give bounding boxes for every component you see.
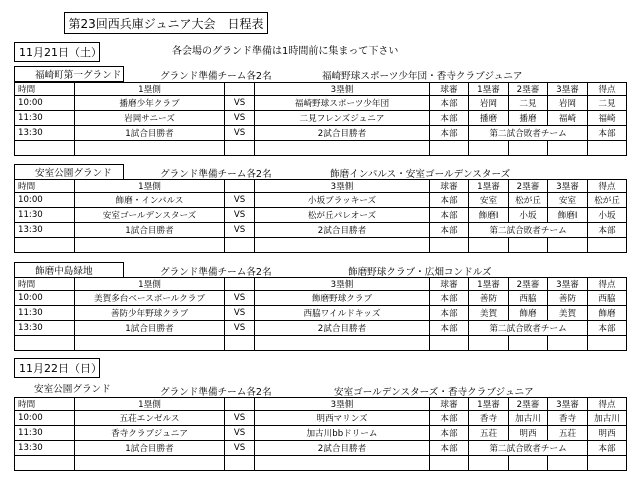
- vs-cell: VS: [225, 426, 255, 441]
- first-team-cell: 五荘エンゼルス: [75, 411, 225, 426]
- header-plate: 球審: [430, 180, 469, 193]
- u2-cell: 西脇: [509, 291, 548, 306]
- table-row: [15, 441, 627, 456]
- score-cell: 加古川: [588, 411, 627, 426]
- header-first: 1塁側: [75, 278, 225, 291]
- header-plate: 球審: [430, 83, 469, 96]
- u1-cell: 美賀: [469, 306, 509, 321]
- score-cell: 明西: [588, 426, 627, 441]
- vs-cell: VS: [225, 126, 255, 141]
- third-team-cell: 二見フレンズジュニア: [255, 111, 430, 126]
- u2-cell: 加古川: [509, 411, 548, 426]
- header-time: 時間: [15, 180, 75, 193]
- first-team-cell: 美賀多台ベースボールクラブ: [75, 291, 225, 306]
- score-cell: 本部: [588, 321, 627, 336]
- prep-label: グランド準備チーム各2名: [160, 71, 272, 82]
- loser-team-cell: 第二試合敗者チーム: [469, 223, 588, 238]
- time-cell: 11:30: [15, 208, 75, 223]
- time-cell: 10:00: [15, 291, 75, 306]
- loser-team-cell: 第二試合敗者チーム: [469, 321, 588, 336]
- header-u3: 3塁審: [548, 83, 588, 96]
- table-row: [15, 111, 627, 126]
- table-header-row: [15, 398, 627, 411]
- header-vs: [225, 398, 255, 411]
- time-cell: 11:30: [15, 111, 75, 126]
- vs-cell: VS: [225, 111, 255, 126]
- third-team-cell: 加古川bbドリーム: [255, 426, 430, 441]
- header-score: 得点: [588, 278, 627, 291]
- schedule-table-venue-2: [14, 179, 627, 253]
- header-score: 得点: [588, 180, 627, 193]
- blank-row: [15, 456, 627, 471]
- venue-name: 福崎町第一グランド: [14, 66, 124, 82]
- date-label-day2: 11月22日（日）: [14, 358, 100, 378]
- first-team-cell: 安室ゴールデンスターズ: [75, 208, 225, 223]
- header-u2: 2塁審: [509, 278, 548, 291]
- header-plate: 球審: [430, 278, 469, 291]
- prep-label: グランド準備チーム各2名: [160, 169, 272, 180]
- table-header-row: [15, 278, 627, 291]
- header-u3: 3塁審: [548, 278, 588, 291]
- table-header-row: [15, 83, 627, 96]
- third-team-cell: 松が丘パレオーズ: [255, 208, 430, 223]
- vs-cell: VS: [225, 96, 255, 111]
- score-cell: 福崎: [588, 111, 627, 126]
- u1-cell: 五荘: [469, 426, 509, 441]
- first-team-cell: 飾磨・インパルス: [75, 193, 225, 208]
- header-u2: 2塁審: [509, 83, 548, 96]
- table-row: [15, 208, 627, 223]
- table-row: [15, 96, 627, 111]
- plate-cell: 本部: [430, 126, 469, 141]
- header-u2: 2塁審: [509, 180, 548, 193]
- u3-cell: 五荘: [548, 426, 588, 441]
- table-row: [15, 223, 627, 238]
- prep-label: グランド準備チーム各2名: [160, 267, 272, 278]
- first-team-cell: 香寺クラブジュニア: [75, 426, 225, 441]
- header-plate: 球審: [430, 398, 469, 411]
- u1-cell: 飾磨I: [469, 208, 509, 223]
- blank-row: [15, 336, 627, 351]
- header-u1: 1塁審: [469, 180, 509, 193]
- header-u3: 3塁審: [548, 180, 588, 193]
- header-third: 3塁側: [255, 180, 430, 193]
- time-cell: 13:30: [15, 223, 75, 238]
- first-team-cell: 1試合目勝者: [75, 126, 225, 141]
- prep-teams: 飾磨インパルス・安室ゴールデンスターズ: [330, 169, 511, 180]
- third-team-cell: 小坂ブラッキーズ: [255, 193, 430, 208]
- u2-cell: 小坂: [509, 208, 548, 223]
- header-u3: 3塁審: [548, 398, 588, 411]
- score-cell: 本部: [588, 441, 627, 456]
- u2-cell: 明西: [509, 426, 548, 441]
- vs-cell: VS: [225, 306, 255, 321]
- u2-cell: 二見: [509, 96, 548, 111]
- plate-cell: 本部: [430, 223, 469, 238]
- vs-cell: VS: [225, 193, 255, 208]
- u3-cell: 香寺: [548, 411, 588, 426]
- u2-cell: 飾磨: [509, 306, 548, 321]
- vs-cell: VS: [225, 441, 255, 456]
- table-row: [15, 193, 627, 208]
- schedule-table-venue-1: [14, 82, 627, 156]
- schedule-table-venue-3: [14, 277, 627, 351]
- header-first: 1塁側: [75, 180, 225, 193]
- first-team-cell: 1試合目勝者: [75, 441, 225, 456]
- u3-cell: 美賀: [548, 306, 588, 321]
- table-row: [15, 411, 627, 426]
- vs-cell: VS: [225, 321, 255, 336]
- header-first: 1塁側: [75, 398, 225, 411]
- third-team-cell: 2試合目勝者: [255, 321, 430, 336]
- vs-cell: VS: [225, 208, 255, 223]
- table-row: [15, 291, 627, 306]
- venue-name: 安室公園グランド: [14, 164, 124, 180]
- notice-text: 各会場のグランド準備は1時間前に集まって下さい: [172, 46, 399, 57]
- table-row: [15, 306, 627, 321]
- u3-cell: 善防: [548, 291, 588, 306]
- score-cell: 本部: [588, 126, 627, 141]
- first-team-cell: 善防少年野球クラブ: [75, 306, 225, 321]
- plate-cell: 本部: [430, 111, 469, 126]
- third-team-cell: 明西マリンズ: [255, 411, 430, 426]
- header-third: 3塁側: [255, 398, 430, 411]
- first-team-cell: 岩岡サニーズ: [75, 111, 225, 126]
- plate-cell: 本部: [430, 306, 469, 321]
- time-cell: 13:30: [15, 321, 75, 336]
- plate-cell: 本部: [430, 411, 469, 426]
- plate-cell: 本部: [430, 208, 469, 223]
- time-cell: 10:00: [15, 193, 75, 208]
- u2-cell: 播磨: [509, 111, 548, 126]
- plate-cell: 本部: [430, 321, 469, 336]
- plate-cell: 本部: [430, 193, 469, 208]
- venue-name: 安室公園グランド: [34, 384, 111, 395]
- time-cell: 13:30: [15, 441, 75, 456]
- third-team-cell: 2試合目勝者: [255, 223, 430, 238]
- plate-cell: 本部: [430, 96, 469, 111]
- u3-cell: 岩岡: [548, 96, 588, 111]
- score-cell: 本部: [588, 223, 627, 238]
- u2-cell: 松が丘: [509, 193, 548, 208]
- u1-cell: 播磨: [469, 111, 509, 126]
- third-team-cell: 西脇ワイルドキッズ: [255, 306, 430, 321]
- third-team-cell: 2試合目勝者: [255, 441, 430, 456]
- loser-team-cell: 第二試合敗者チーム: [469, 126, 588, 141]
- header-u1: 1塁審: [469, 278, 509, 291]
- table-row: [15, 321, 627, 336]
- header-third: 3塁側: [255, 83, 430, 96]
- header-score: 得点: [588, 398, 627, 411]
- header-u2: 2塁審: [509, 398, 548, 411]
- header-first: 1塁側: [75, 83, 225, 96]
- u1-cell: 香寺: [469, 411, 509, 426]
- score-cell: 松が丘: [588, 193, 627, 208]
- loser-team-cell: 第二試合敗者チーム: [469, 441, 588, 456]
- header-vs: [225, 83, 255, 96]
- header-u1: 1塁審: [469, 398, 509, 411]
- first-team-cell: 1試合目勝者: [75, 223, 225, 238]
- vs-cell: VS: [225, 291, 255, 306]
- score-cell: 二見: [588, 96, 627, 111]
- u1-cell: 岩岡: [469, 96, 509, 111]
- third-team-cell: 2試合目勝者: [255, 126, 430, 141]
- u1-cell: 善防: [469, 291, 509, 306]
- first-team-cell: 播磨少年クラブ: [75, 96, 225, 111]
- score-cell: 小坂: [588, 208, 627, 223]
- third-team-cell: 飾磨野球クラブ: [255, 291, 430, 306]
- header-u1: 1塁審: [469, 83, 509, 96]
- prep-teams: 福崎野球スポーツ少年団・香寺クラブジュニア: [322, 71, 523, 82]
- date-label-day1: 11月21日（土）: [14, 42, 100, 62]
- prep-teams: 安室ゴールデンスターズ・香寺クラブジュニア: [334, 387, 534, 398]
- blank-row: [15, 141, 627, 156]
- third-team-cell: 福崎野球スポーツ少年団: [255, 96, 430, 111]
- page-title: 第23回西兵庫ジュニア大会 日程表: [64, 12, 268, 34]
- blank-row: [15, 238, 627, 253]
- time-cell: 11:30: [15, 306, 75, 321]
- header-time: 時間: [15, 278, 75, 291]
- header-time: 時間: [15, 83, 75, 96]
- table-header-row: [15, 180, 627, 193]
- plate-cell: 本部: [430, 441, 469, 456]
- header-time: 時間: [15, 398, 75, 411]
- prep-teams: 飾磨野球クラブ・広畑コンドルズ: [348, 267, 492, 278]
- venue-name: 飾磨中島緑地: [14, 262, 124, 278]
- table-row: [15, 126, 627, 141]
- u3-cell: 福崎: [548, 111, 588, 126]
- time-cell: 11:30: [15, 426, 75, 441]
- table-row: [15, 426, 627, 441]
- u1-cell: 安室: [469, 193, 509, 208]
- score-cell: 西脇: [588, 291, 627, 306]
- plate-cell: 本部: [430, 426, 469, 441]
- schedule-table-day2-venue-1: [14, 397, 627, 471]
- u3-cell: 飾磨I: [548, 208, 588, 223]
- vs-cell: VS: [225, 223, 255, 238]
- header-score: 得点: [588, 83, 627, 96]
- time-cell: 13:30: [15, 126, 75, 141]
- header-vs: [225, 180, 255, 193]
- time-cell: 10:00: [15, 96, 75, 111]
- first-team-cell: 1試合目勝者: [75, 321, 225, 336]
- time-cell: 10:00: [15, 411, 75, 426]
- header-vs: [225, 278, 255, 291]
- vs-cell: VS: [225, 411, 255, 426]
- score-cell: 飾磨: [588, 306, 627, 321]
- prep-label: グランド準備チーム各2名: [160, 387, 272, 398]
- u3-cell: 安室: [548, 193, 588, 208]
- header-third: 3塁側: [255, 278, 430, 291]
- plate-cell: 本部: [430, 291, 469, 306]
